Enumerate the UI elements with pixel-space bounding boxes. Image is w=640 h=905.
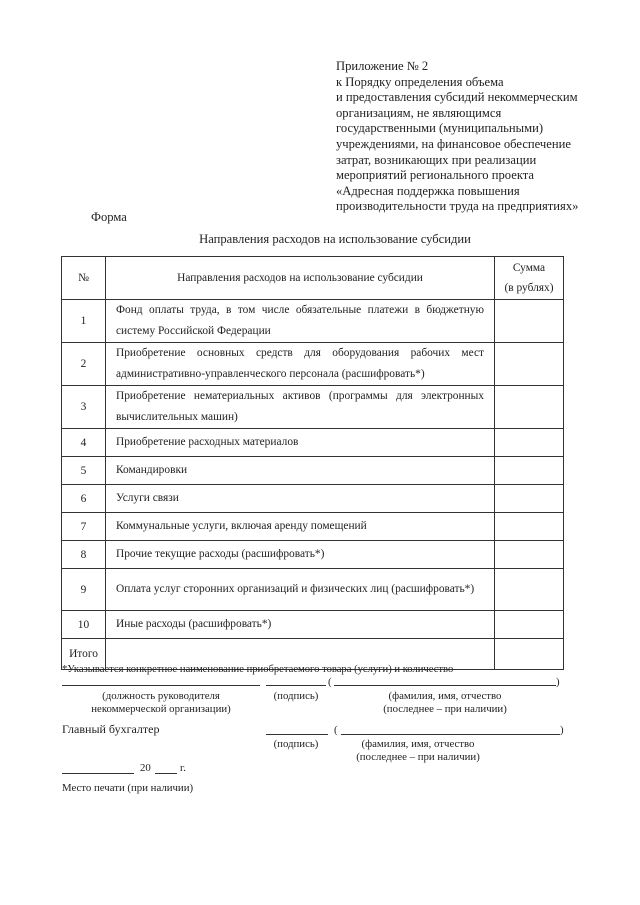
header-line: «Адресная поддержка повышения bbox=[336, 183, 520, 198]
header-line: мероприятий регионального проекта bbox=[336, 168, 535, 183]
fio-close-paren: ) bbox=[556, 676, 560, 688]
row-direction: Услуги связи bbox=[106, 485, 495, 513]
head-signature-line[interactable] bbox=[266, 685, 326, 686]
accountant-signature-line[interactable] bbox=[266, 734, 328, 735]
row-number: 3 bbox=[62, 386, 106, 429]
footnote: *Указывается конкретное наименование приобретаемого товара (услуги) и количество bbox=[62, 664, 454, 675]
row-direction: Коммунальные услуги, включая аренду помещений bbox=[106, 513, 495, 541]
sum-header-line1: Сумма bbox=[512, 262, 546, 274]
row-sum-cell[interactable] bbox=[495, 429, 564, 457]
table-row bbox=[62, 343, 564, 386]
table-row bbox=[62, 513, 564, 541]
header-line: к Порядку определения объема bbox=[336, 74, 504, 89]
row-direction: Приобретение основных средств для оборудования рабочих мест административно-управленческого персонала (расшифровать*) bbox=[106, 343, 495, 386]
row-sum-cell[interactable] bbox=[495, 485, 564, 513]
row-sum-cell[interactable] bbox=[495, 343, 564, 386]
fio-open-paren: ( bbox=[328, 676, 332, 688]
page-title: Направления расходов на использование субсидии bbox=[199, 232, 471, 246]
row-direction: Приобретение нематериальных активов (программы для электронных вычислительных машин) bbox=[106, 386, 495, 429]
table-row bbox=[62, 386, 564, 429]
row-sum-cell[interactable] bbox=[495, 569, 564, 611]
row-sum-cell[interactable] bbox=[495, 541, 564, 569]
date-year-line[interactable] bbox=[155, 773, 177, 774]
table-row bbox=[62, 611, 564, 639]
column-header-direction: Направления расходов на использование субсидии bbox=[106, 257, 495, 300]
caption-line: (последнее – при наличии) bbox=[356, 751, 480, 763]
total-label: Итого bbox=[62, 639, 106, 670]
stamp-label: Место печати (при наличии) bbox=[62, 782, 194, 794]
row-sum-cell[interactable] bbox=[495, 513, 564, 541]
row-number: 6 bbox=[62, 485, 106, 513]
head-position-line[interactable] bbox=[62, 685, 260, 686]
row-direction: Оплата услуг сторонних организаций и физических лиц (расшифровать*) bbox=[106, 569, 495, 611]
row-direction: Прочие текущие расходы (расшифровать*) bbox=[106, 541, 495, 569]
fio2-close-paren: ) bbox=[560, 724, 564, 736]
row-direction: Командировки bbox=[106, 457, 495, 485]
chief-accountant-label: Главный бухгалтер bbox=[62, 722, 160, 736]
caption-line: (фамилия, имя, отчество bbox=[361, 738, 475, 750]
header-line: и предоставления субсидий некоммерческим bbox=[336, 90, 578, 105]
header-line: учреждениями, на финансовое обеспечение bbox=[336, 136, 571, 151]
sum-header-line2: (в рублях) bbox=[504, 282, 554, 294]
row-number: 7 bbox=[62, 513, 106, 541]
table-row bbox=[62, 485, 564, 513]
table-row bbox=[62, 569, 564, 611]
column-header-number: № bbox=[62, 257, 106, 300]
column-header-sum bbox=[495, 257, 564, 300]
row-number: 10 bbox=[62, 611, 106, 639]
header-line: государственными (муниципальными) bbox=[336, 121, 544, 136]
caption-line: (должность руководителя bbox=[102, 690, 220, 702]
date-suffix: г. bbox=[180, 762, 186, 774]
table-row bbox=[62, 300, 564, 343]
row-number: 4 bbox=[62, 429, 106, 457]
caption-line: некоммерческой организации) bbox=[91, 703, 231, 715]
appendix-header bbox=[336, 59, 596, 215]
row-number: 2 bbox=[62, 343, 106, 386]
row-number: 5 bbox=[62, 457, 106, 485]
table-row bbox=[62, 541, 564, 569]
row-sum-cell[interactable] bbox=[495, 457, 564, 485]
table-row bbox=[62, 429, 564, 457]
caption-line: (последнее – при наличии) bbox=[383, 703, 507, 715]
caption-line: (фамилия, имя, отчество bbox=[388, 690, 502, 702]
head-fio-line[interactable] bbox=[334, 685, 556, 686]
header-line: затрат, возникающих при реализации bbox=[336, 152, 537, 167]
accountant-fio-caption bbox=[348, 738, 488, 764]
header-line: Приложение № 2 bbox=[336, 59, 429, 73]
total-sum-cell[interactable] bbox=[495, 639, 564, 670]
row-sum-cell[interactable] bbox=[495, 611, 564, 639]
head-position-caption bbox=[62, 690, 260, 716]
row-number: 9 bbox=[62, 569, 106, 611]
table-header-row bbox=[62, 257, 564, 300]
head-signature-caption: (подпись) bbox=[273, 690, 319, 702]
row-direction: Приобретение расходных материалов bbox=[106, 429, 495, 457]
date-day-month-line[interactable] bbox=[62, 773, 134, 774]
expenses-table bbox=[61, 256, 564, 670]
header-line: производительности труда на предприятиях» bbox=[336, 199, 579, 214]
row-number: 1 bbox=[62, 300, 106, 343]
row-number: 8 bbox=[62, 541, 106, 569]
header-line: организациям, не являющимся bbox=[336, 105, 502, 120]
table-row bbox=[62, 457, 564, 485]
fio2-open-paren: ( bbox=[334, 724, 338, 736]
row-sum-cell[interactable] bbox=[495, 300, 564, 343]
accountant-fio-line[interactable] bbox=[341, 734, 560, 735]
head-fio-caption bbox=[334, 690, 556, 716]
accountant-signature-caption: (подпись) bbox=[273, 738, 319, 750]
row-direction: Фонд оплаты труда, в том числе обязательные платежи в бюджетную систему Российской Федерации bbox=[106, 300, 495, 343]
row-direction: Иные расходы (расшифровать*) bbox=[106, 611, 495, 639]
form-label: Форма bbox=[91, 210, 127, 224]
date-year-prefix: 20 bbox=[140, 762, 151, 774]
row-sum-cell[interactable] bbox=[495, 386, 564, 429]
